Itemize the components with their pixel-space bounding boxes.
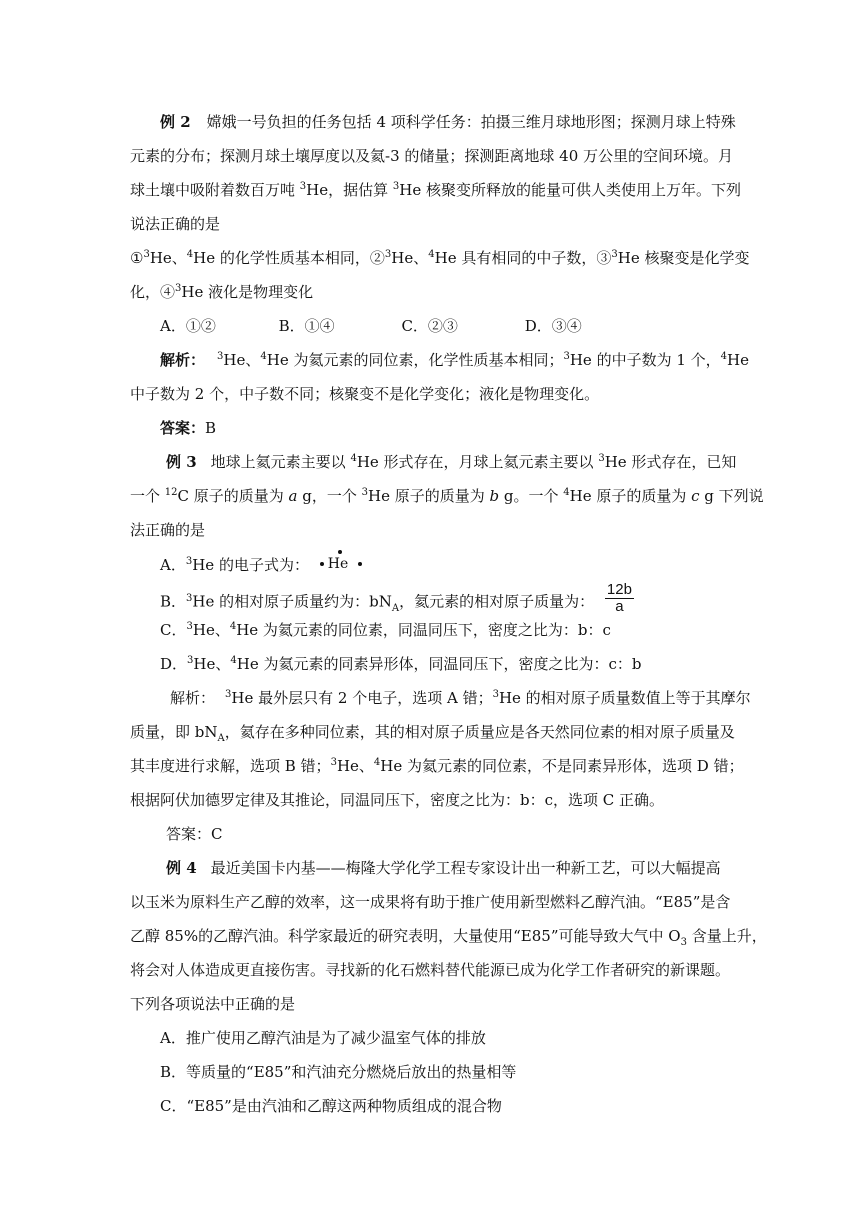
fraction-12b-over-a: $\frac{12b}{a}$	[606, 581, 632, 615]
ex4-line-1: 例 4 最近美国卡内基——梅隆大学化学工程专家设计出一种新工艺，可以大幅提高	[166, 859, 721, 877]
ex2-statements-2: 化，④$^3$He 液化是物理变化	[130, 283, 314, 301]
ex2-options	[160, 316, 582, 336]
ex4-line-4: 将会对人体造成更直接伤害。寻找新的化石燃料替代能源已成为化学工作者研究的新课题。	[130, 961, 731, 979]
ex2-option-a: A．①②	[160, 317, 216, 335]
ex2-option-c: C．②③	[401, 317, 458, 335]
ex2-option-d: D．③④	[524, 317, 582, 335]
ex4-line-2: 以玉米为原料生产乙醇的效率，这一成果将有助于推广使用新型燃料乙醇汽油。“E85”是含	[130, 893, 731, 911]
ex3-line-3: 法正确的是	[130, 521, 206, 539]
ex2-line-1: 例 2 嫦娥一号负担的任务包括 4 项科学任务：拍摄三维月球地形图；探测月球上特殊	[160, 113, 736, 131]
ex3-analysis-1: 解析： $^3$He 最外层只有 2 个电子，选项 A 错；$^3$He 的相对原子质量数值上等于其摩尔	[170, 689, 751, 707]
ex3-analysis-3: 其丰度进行求解，选项 B 错；$^3$He、$^4$He 为氦元素的同位素，不是同素异形体，选项 D 错；	[130, 757, 744, 775]
ex2-option-b: B．①④	[278, 317, 335, 335]
ex2-answer: 答案：B	[160, 419, 217, 437]
ex3-option-a: A．$^3$He 的电子式为： He	[160, 552, 372, 578]
ex4-option-c: C．“E85”是由汽油和乙醇这两种物质组成的混合物	[160, 1097, 502, 1115]
ex2-line-2: 元素的分布；探测月球土壤厚度以及氦-3 的储量；探测距离地球 40 万公里的空间环境。月	[130, 147, 734, 165]
ex4-option-b: B．等质量的“E85”和汽油充分燃烧后放出的热量相等	[160, 1063, 517, 1081]
ex2-statements-1: ①$^3$He、$^4$He 的化学性质基本相同，②$^3$He、$^4$He 具有相同的中子数，③$^3$He 核聚变是化学变	[130, 249, 750, 267]
ex3-answer: 答案：C	[166, 825, 223, 843]
ex2-analysis-1: 解析： $^3$He、$^4$He 为氦元素的同位素，化学性质基本相同；$^3$He 的中子数为 1 个，$^4$He	[160, 351, 749, 369]
ex3-line-2: 一个 $^{12}$C 原子的质量为 a g，一个 $^3$He 原子的质量为 b g。一个 $^4$He 原子的质量为 c g 下列说	[130, 487, 764, 505]
ex2-analysis-2: 中子数为 2 个，中子数不同；核聚变不是化学变化；液化是物理变化。	[130, 385, 600, 403]
ex2-line-3: 球土壤中吸附着数百万吨 $^3$He，据估算 $^3$He 核聚变所释放的能量可供人类使用上万年。下列	[130, 181, 741, 199]
ex3-option-b: B．$^3$He 的相对原子质量约为：$bN_A$，氦元素的相对原子质量为： $\frac{12b}{a}$	[160, 581, 632, 615]
ex2-line-4: 说法正确的是	[130, 215, 221, 233]
lewis-dot-structure: He	[316, 552, 372, 574]
ex4-line-3: 乙醇 85%的乙醇汽油。科学家最近的研究表明，大量使用“E85”可能导致大气中 $O_3$ 含量上升，	[130, 927, 767, 948]
ex3-analysis-2: 质量，即 $bN_A$，氦存在多种同位素，其的相对原子质量应是各天然同位素的相对原子质量及	[130, 723, 735, 744]
ex3-option-d: D．$^3$He、$^4$He 为氦元素的同素异形体，同温同压下，密度之比为：c：b	[160, 655, 642, 673]
ex3-line-1: 例 3 地球上氦元素主要以 $^4$He 形式存在，月球上氦元素主要以 $^3$He 形式存在，已知	[166, 453, 737, 471]
ex3-analysis-4: 根据阿伏加德罗定律及其推论，同温同压下，密度之比为：b：c，选项 C 正确。	[130, 791, 665, 809]
ex4-option-a: A．推广使用乙醇汽油是为了减少温室气体的排放	[160, 1029, 486, 1047]
ex4-line-5: 下列各项说法中正确的是	[130, 995, 296, 1013]
ex3-option-c: C．$^3$He、$^4$He 为氦元素的同位素，同温同压下，密度之比为：b：c	[160, 621, 611, 639]
